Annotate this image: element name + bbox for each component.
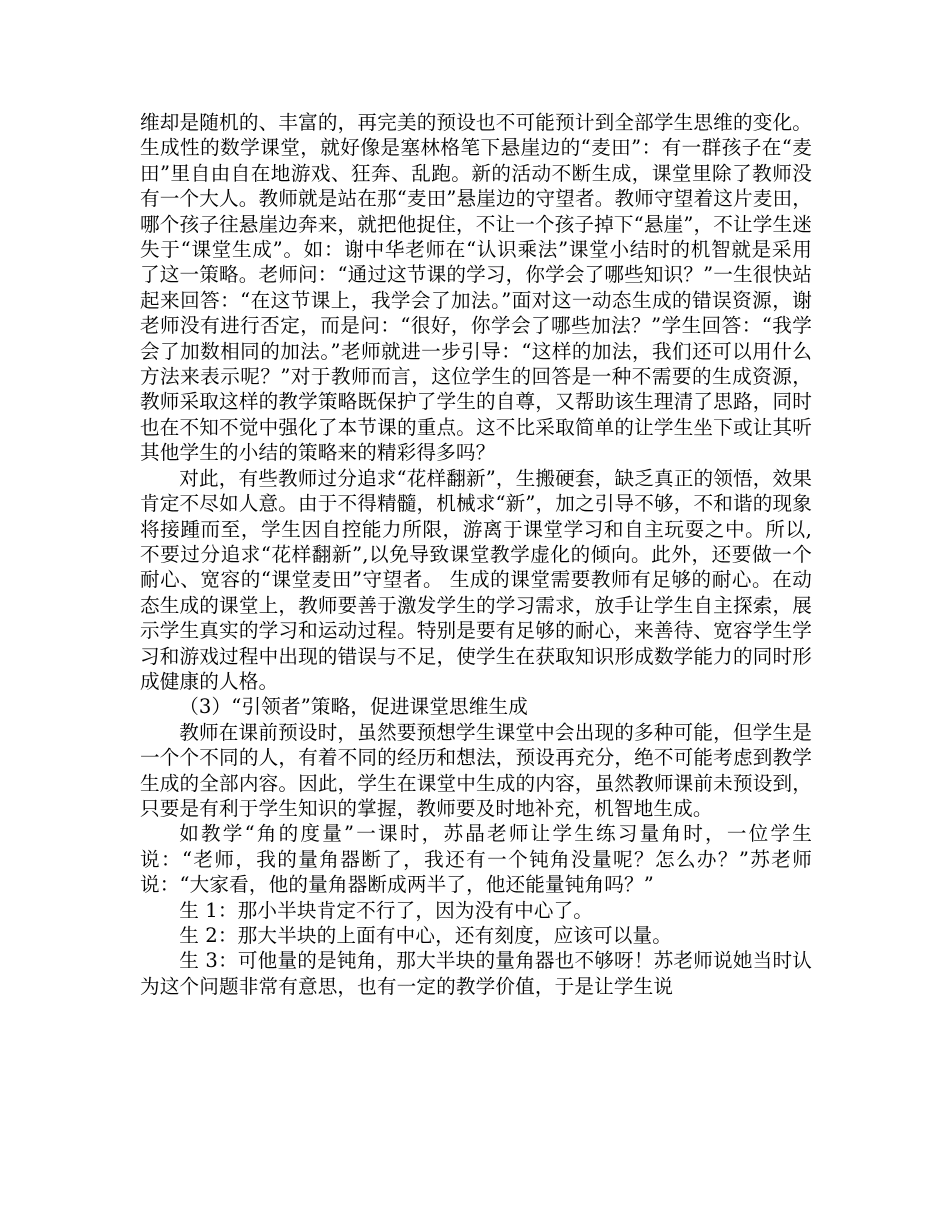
paragraph-continued: 维却是随机的、丰富的，再完美的预设也不可能预计到全部学生思维的变化。生成性的数学课堂，就好像是塞林格笔下悬崖边的“麦田”：有一群孩子在“麦田”里自由自在地游戏、狂奔、乱跑。新的活动不断生成，课堂里除了教师没有一个大人。教师就是站在那“麦田”悬崖边的守望者。教师守望着这片麦田，哪个孩子往悬崖边奔来，就把他捉住，不让一个孩子掉下“悬崖”，不让学生迷失于“课堂生成”。如：谢中华老师在“认识乘法”课堂小结时的机智就是采用了这一策略。老师问：“通过这节课的学习，你学会了哪些知识？”一生很快站起来回答：“在这节课上，我学会了加法。”面对这一动态生成的错误资源，谢老师没有进行否定，而是问：“很好，你学会了哪些加法？”学生回答：“我学会了加数相同的加法。”老师就进一步引导：“这样的加法，我们还可以用什么方法来表示呢？”对于教师而言，这位学生的回答是一种不需要的生成资源，教师采取这样的教学策略既保护了学生的自尊，又帮助该生理清了思路，同时也在不知不觉中强化了本节课的重点。这不比采取简单的让学生坐下或让其听其他学生的小结的策略来的精彩得多吗？ bbox=[140, 111, 812, 465]
dialogue-line: 生 1：那小半块肯定不行了，因为没有中心了。 bbox=[179, 898, 594, 922]
paragraph: 如教学“角的度量”一课时，苏晶老师让学生练习量角时，一位学生说：“老师，我的量角器断了，我还有一个钝角没量呢？怎么办？”苏老师说：“大家看，他的量角器断成两半了，他还能量钝角吗？” bbox=[140, 822, 812, 897]
section-heading: （3）“引领者”策略，促进课堂思维生成 bbox=[179, 695, 529, 719]
dialogue-line: 生 3：可他量的是钝角，那大半块的量角器也不够呀！苏老师说她当时认为这个问题非常有意思，也有一定的教学价值，于是让学生说 bbox=[140, 949, 812, 998]
paragraph: 对此，有些教师过分追求“花样翻新”，生搬硬套，缺乏真正的领悟，效果肯定不尽如人意。由于不得精髓，机械求“新”，加之引导不够，不和谐的现象将接踵而至，学生因自控能力所限，游离于课堂学习和自主玩耍之中。所以, 不要过分追求“花样翻新”,以免导致课堂教学虚化的倾向。此外，还要做一个耐心、宽容的“课堂麦田”守望者。 生成的课堂需要教师有足够的耐心。在动态生成的课堂上，教师要善于激发学生的学习需求，放手让学生自主探索，展示学生真实的学习和运动过程。特别是要有足够的耐心，来善待、宽容学生学习和游戏过程中出现的错误与不足，使学生在获取知识形成数学能力的同时形成健康的人格。 bbox=[140, 466, 812, 693]
body-text bbox=[140, 110, 812, 999]
dialogue-line: 生 2：那大半块的上面有中心，还有刻度，应该可以量。 bbox=[179, 924, 673, 947]
paragraph: 教师在课前预设时，虽然要预想学生课堂中会出现的多种可能，但学生是一个个不同的人，有着不同的经历和想法，预设再充分，绝不可能考虑到教学生成的全部内容。因此，学生在课堂中生成的内容，虽然教师课前未预设到，只要是有利于学生知识的掌握，教师要及时地补充，机智地生成。 bbox=[140, 720, 812, 820]
